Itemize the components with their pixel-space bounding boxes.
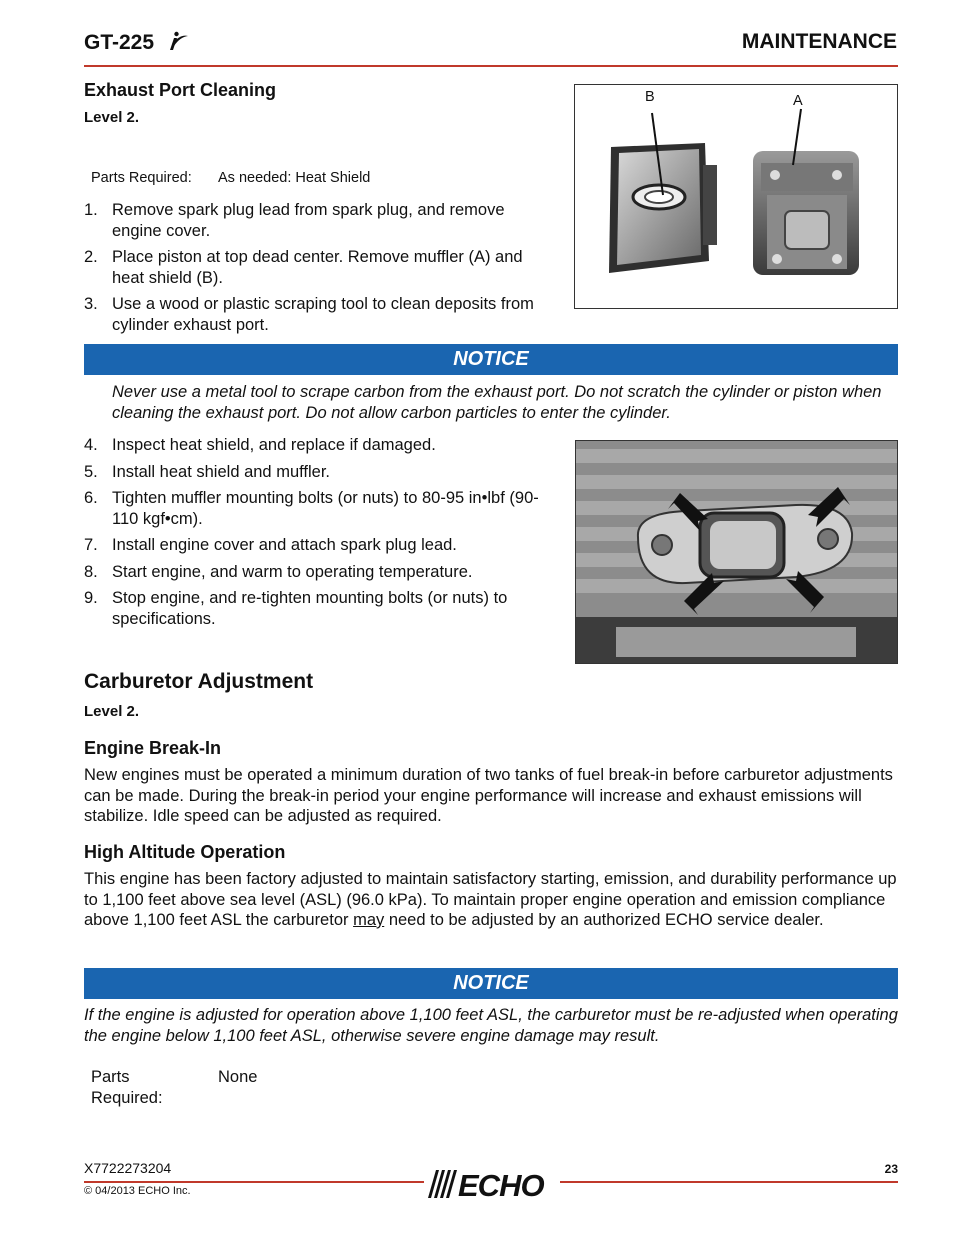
exhaust-steps-a (84, 200, 554, 341)
model-name: GT-225 (84, 31, 155, 54)
list-item: 2. Place piston at top dead center. Remove muffler (A) and heat shield (B). (84, 248, 523, 287)
section-title: MAINTENANCE (741, 30, 897, 53)
svg-text:ECHO: ECHO (458, 1168, 544, 1200)
breakin-heading: Engine Break-In (84, 738, 222, 758)
emphasis-may: may (353, 911, 385, 929)
page-number: 23 (884, 1162, 898, 1176)
muffler-heatshield-figure (574, 84, 898, 309)
muffler-heatshield-illustration (575, 85, 897, 308)
copyright: © 04/2013 ECHO Inc. (84, 1185, 191, 1197)
list-item: 6. Tighten muffler mounting bolts (or nuts) to 80-95 in•lbf (90-110 kgf•cm). (84, 489, 539, 528)
exhaust-parts-label: Parts Required: (91, 170, 192, 186)
footer-divider-left (84, 1181, 424, 1183)
doc-number: X7722273204 (84, 1160, 172, 1176)
footer-divider-right (560, 1181, 898, 1183)
list-item: 1. Remove spark plug lead from spark plug, and remove engine cover. (84, 201, 505, 240)
echo-logo (426, 1166, 560, 1200)
exhaust-port-illustration (576, 441, 897, 663)
list-item: 5. Install heat shield and muffler. (84, 462, 330, 481)
carb-parts-value: None (218, 1068, 258, 1086)
figure-label-b: B (645, 89, 655, 105)
exhaust-parts-value: As needed: Heat Shield (218, 170, 371, 186)
echo-logo-icon (426, 1166, 560, 1200)
notice-text: Never use a metal tool to scrape carbon from the exhaust port. Do not scratch the cylinder or piston when cleaning the exhaust port. Do not allow carbon particles to enter the cylinder. (112, 383, 882, 422)
altitude-text: This engine has been factory adjusted to maintain satisfactory starting, emission, and durability performance up to 1,100 feet above sea level (ASL) (96.0 kPa). To maintain proper engine operation and emission compliance above 1,100 feet ASL the carburetor may need to be adjusted by an authorized ECHO service dealer. (84, 870, 897, 929)
i-series-logo-icon (164, 30, 190, 52)
notice-bar: NOTICE (84, 968, 898, 999)
carb-parts-label: Parts Required: (91, 1068, 163, 1107)
carb-level: Level 2. (84, 703, 140, 720)
header-divider (84, 65, 898, 67)
list-item: 9. Stop engine, and re-tighten mounting bolts (or nuts) to specifications. (84, 589, 508, 628)
exhaust-heading: Exhaust Port Cleaning (84, 80, 277, 100)
exhaust-port-figure (575, 440, 898, 664)
notice-bar: NOTICE (84, 344, 898, 375)
list-item: 3. Use a wood or plastic scraping tool to clean deposits from cylinder exhaust port. (84, 295, 534, 334)
altitude-heading: High Altitude Operation (84, 842, 286, 862)
notice-text: If the engine is adjusted for operation above 1,100 feet ASL, the carburetor must be re-adjusted when operating the engine below 1,100 feet ASL, otherwise severe engine damage may result. (84, 1006, 898, 1045)
exhaust-level: Level 2. (84, 109, 140, 126)
figure-label-a: A (793, 93, 803, 109)
model-title (84, 30, 190, 55)
carb-heading: Carburetor Adjustment (84, 670, 314, 693)
list-item: 4. Inspect heat shield, and replace if damaged. (84, 436, 436, 454)
list-item: 8. Start engine, and warm to operating temperature. (84, 562, 473, 581)
breakin-text: New engines must be operated a minimum duration of two tanks of fuel break-in before carburetor adjustments can be made. During the break-in period your engine performance will increase and exhaust emissions will stabilize. Idle speed can be adjusted as required. (84, 766, 893, 825)
list-item: 7. Install engine cover and attach spark plug lead. (84, 536, 457, 554)
exhaust-steps-b (84, 435, 554, 635)
